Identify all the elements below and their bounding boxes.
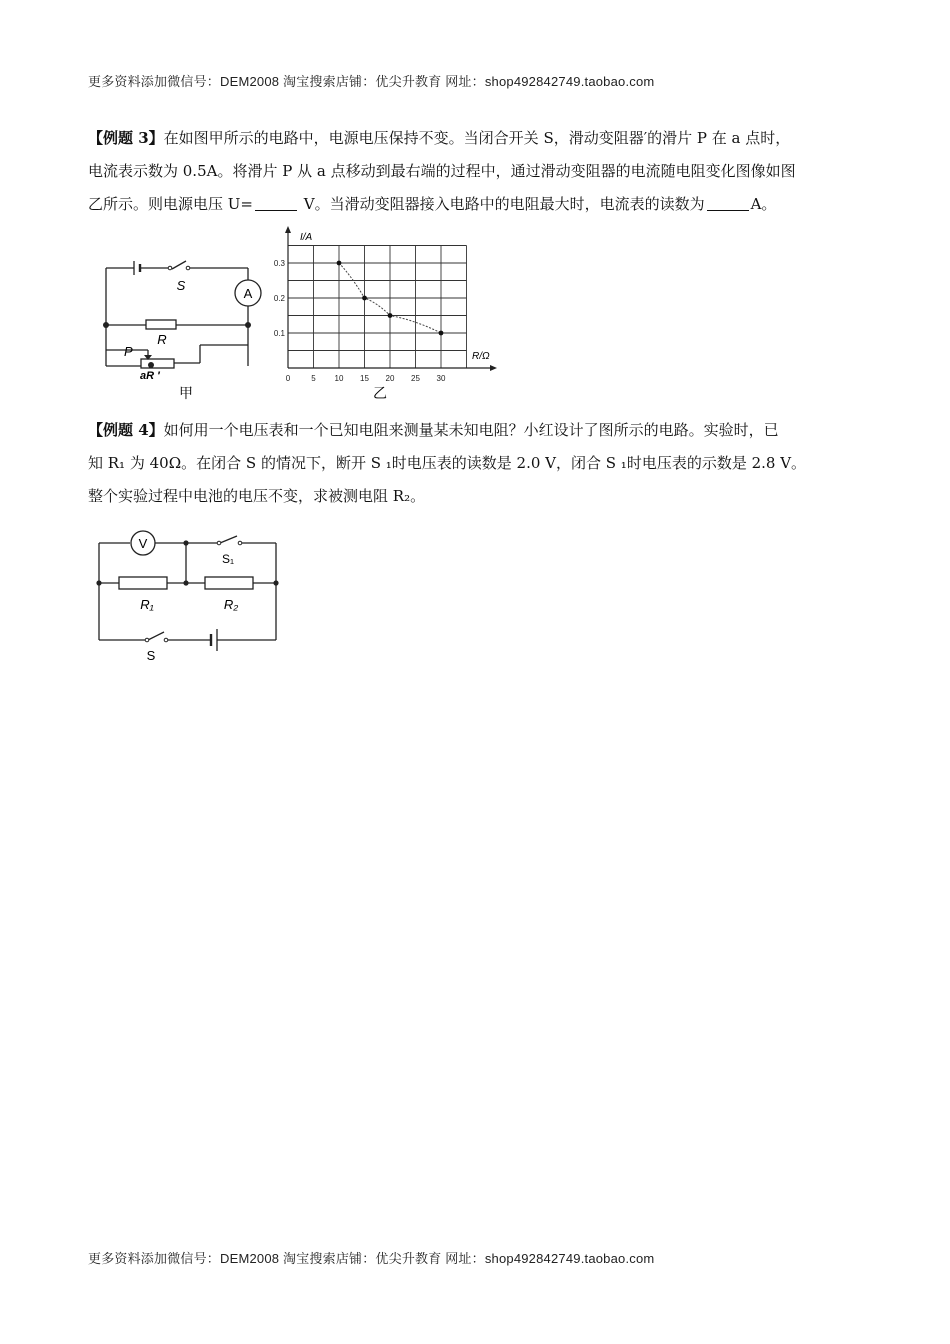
- page-header: 更多资料添加微信号：DEM2008 淘宝搜索店铺：优尖升教育 网址：shop492842749.taobao.com: [88, 74, 655, 89]
- label-s: S: [176, 278, 186, 293]
- circuit-diagram-example-4: [94, 530, 282, 665]
- switch-s1-blade: [220, 536, 237, 543]
- label-r: R: [157, 332, 167, 347]
- x-tick-label: 20: [385, 374, 395, 383]
- example-4-line-3: 整个实验过程中电池的电压不变，求被测电阻 R₂。: [88, 487, 426, 505]
- chart-x-axis-label: R/Ω: [472, 351, 490, 362]
- example-3-line-2: 电流表示数为 0.5A。将滑片 P 从 a 点移动到最右端的过程中，通过滑动变阻器的电流随电阻变化图像如图: [88, 162, 796, 180]
- resistor-r2: [205, 577, 253, 589]
- x-axis-arrow: [490, 365, 497, 371]
- example-4-tag: 【例题 4】: [88, 421, 164, 439]
- circuit-diagram-jia: [96, 252, 266, 402]
- label-p: P: [124, 344, 133, 359]
- chart-y-axis-label: I/A: [300, 232, 313, 243]
- data-point: [388, 313, 393, 318]
- label-r2: R₂: [223, 597, 239, 612]
- answer-blank-current: [707, 196, 749, 211]
- switch-s-blade-2: [148, 632, 164, 640]
- x-tick-label: 5: [311, 374, 316, 383]
- x-tick-label: 30: [436, 374, 446, 383]
- rheostat-r-prime: [141, 359, 174, 368]
- voltmeter-label: V: [138, 536, 148, 551]
- y-tick-label: 0.2: [273, 294, 285, 303]
- x-tick-label: 10: [334, 374, 344, 383]
- switch-s-blade: [172, 261, 186, 269]
- data-point: [362, 296, 367, 301]
- example-4-line-2: 知 R₁ 为 40Ω。在闭合 S 的情况下，断开 S ₁时电压表的读数是 2.0 V，闭合 S ₁时电压表的示数是 2.8 V。: [88, 454, 807, 472]
- x-tick-label: 15: [360, 374, 369, 383]
- chart-axes: [285, 226, 497, 371]
- label-r1: R₁: [140, 597, 154, 612]
- y-tick-label: 0.1: [273, 329, 285, 338]
- answer-blank-voltage: [255, 196, 297, 211]
- chart-tick-labels: [274, 259, 446, 383]
- x-tick-label: 25: [411, 374, 420, 383]
- resistor-r: [146, 320, 176, 329]
- label-s-bottom: S: [146, 648, 156, 663]
- example-3-text: [88, 122, 868, 221]
- ammeter-label: A: [243, 286, 253, 301]
- page-footer: 更多资料添加微信号：DEM2008 淘宝搜索店铺：优尖升教育 网址：shop492842749.taobao.com: [88, 1251, 655, 1266]
- label-s1: S₁: [221, 552, 235, 566]
- example-4-line-1: 【例题 4】如何用一个电压表和一个已知电阻来测量某未知电阻？小红设计了图所示的电路。实验时，已: [88, 421, 779, 439]
- x-tick-label: 0: [285, 374, 291, 383]
- y-axis-arrow: [285, 226, 291, 233]
- label-ar-prime: aR ′: [140, 370, 160, 382]
- example-4-text: [88, 414, 868, 513]
- chart-gridlines: [288, 246, 467, 369]
- data-point: [439, 331, 444, 336]
- caption-yi: 乙: [373, 385, 387, 401]
- y-tick-label: 0.3: [273, 259, 285, 268]
- example-3-tag: 【例题 3】: [88, 129, 164, 147]
- chart-yi: [268, 226, 500, 402]
- resistor-r1: [119, 577, 167, 589]
- example-3-line-1: 【例题 3】在如图甲所示的电路中，电源电压保持不变。当闭合开关 S，滑动变阻器′的滑片 P 在 a 点时，: [88, 129, 791, 147]
- data-point: [337, 261, 342, 266]
- caption-jia: 甲: [179, 385, 193, 401]
- example-3-line-3: 乙所示。则电源电压 U= V。当滑动变阻器接入电路中的电阻最大时，电流表的读数为 A。: [88, 195, 777, 213]
